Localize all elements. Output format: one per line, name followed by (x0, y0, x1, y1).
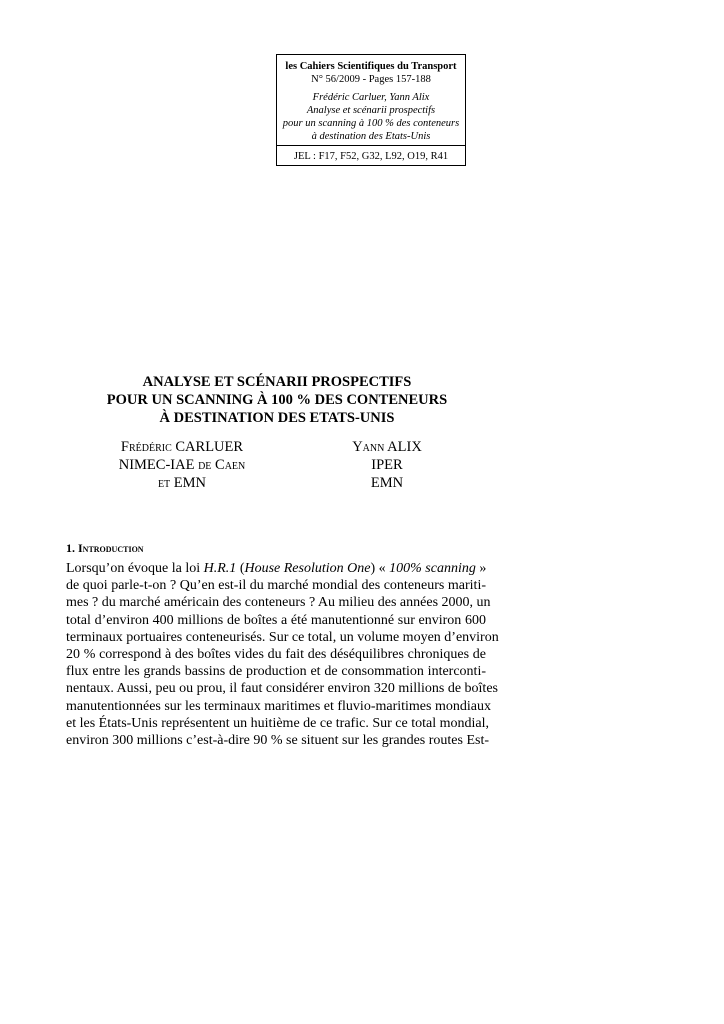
author-affiliation-2: EMN (370, 475, 404, 491)
text-run: ( (236, 561, 245, 576)
paragraph-line (66, 560, 486, 577)
text-run-italic: House Resolution One (244, 561, 371, 576)
affiliation-emn: EMN (173, 475, 207, 491)
affiliation-conj: et (157, 475, 171, 491)
reference-line: à destination des Etats-Unis (311, 131, 431, 142)
affiliation-main: NIMEC-IAE (118, 457, 195, 473)
author-last-name: CARLUER (175, 439, 244, 455)
body-paragraph (66, 560, 499, 749)
paragraph-line: et les États-Unis représentent un huitième de ce trafic. Sur ce total mondial, (66, 715, 489, 731)
title-line: À DESTINATION DES ETATS-UNIS (159, 410, 395, 426)
text-run: » (475, 561, 487, 576)
reference-line: Frédéric Carluer, Yann Alix (312, 92, 430, 103)
paragraph-line: mes ? du marché américain des conteneurs ? Au milieu des années 2000, un (66, 595, 491, 611)
paragraph-line: flux entre les grands bassins de production et de consommation interconti- (66, 664, 486, 680)
section-number: 1. (66, 541, 75, 555)
header-divider (277, 145, 465, 146)
jel-codes: JEL : F17, F52, G32, L92, O19, R41 (293, 151, 449, 162)
text-run: ) « (370, 561, 390, 576)
text-run-italic: 100% scanning (389, 561, 476, 576)
article-reference (277, 91, 465, 143)
paragraph-line: environ 300 millions c’est-à-dire 90 % se situent sur les grandes routes Est- (66, 733, 490, 749)
reference-line: Analyse et scénarii prospectifs (306, 105, 436, 116)
author-name (82, 438, 282, 456)
paragraph-line: de quoi parle-t-on ? Qu’en est-il du marché mondial des conteneurs mariti- (66, 578, 486, 594)
author-alix (312, 438, 462, 492)
author-first-name: Yann (352, 439, 385, 455)
author-carluer (82, 438, 282, 492)
title-line: ANALYSE ET SCÉNARII PROSPECTIFS (142, 374, 412, 390)
affiliation-city: de Caen (198, 457, 246, 473)
journal-name: les Cahiers Scientifiques du Transport (285, 61, 457, 72)
author-last-name: ALIX (387, 439, 422, 455)
reference-line: pour un scanning à 100 % des conteneurs (282, 118, 460, 129)
paragraph-line: manutentionnées sur les terminaux maritimes et fluvio-maritimes mondiaux (66, 698, 491, 714)
title-line: POUR UN SCANNING À 100 % DES CONTENEURS (106, 392, 448, 408)
section-heading (66, 541, 144, 556)
author-affiliation-2 (82, 474, 282, 492)
paragraph-line: 20 % correspond à des boîtes vides du fait des déséquilibres chroniques de (66, 647, 486, 663)
article-title (66, 373, 488, 427)
paragraph-line: nentaux. Aussi, peu ou prou, il faut considérer environ 320 millions de boîtes (66, 681, 498, 697)
journal-header-box (276, 54, 466, 166)
author-name (312, 438, 462, 456)
author-affiliation: IPER (371, 457, 403, 473)
author-affiliation (82, 456, 282, 474)
issue-info: N° 56/2009 - Pages 157-188 (311, 74, 431, 85)
paragraph-line: terminaux portuaires conteneurisés. Sur ce total, un volume moyen d’environ (66, 629, 499, 645)
text-run: Lorsqu’on évoque la loi (66, 561, 204, 576)
section-title: Introduction (78, 541, 144, 555)
text-run-italic: H.R.1 (203, 561, 237, 576)
author-first-name: Frédéric (120, 439, 172, 455)
paragraph-line: total d’environ 400 millions de boîtes a été manutentionné sur environ 600 (66, 612, 486, 628)
